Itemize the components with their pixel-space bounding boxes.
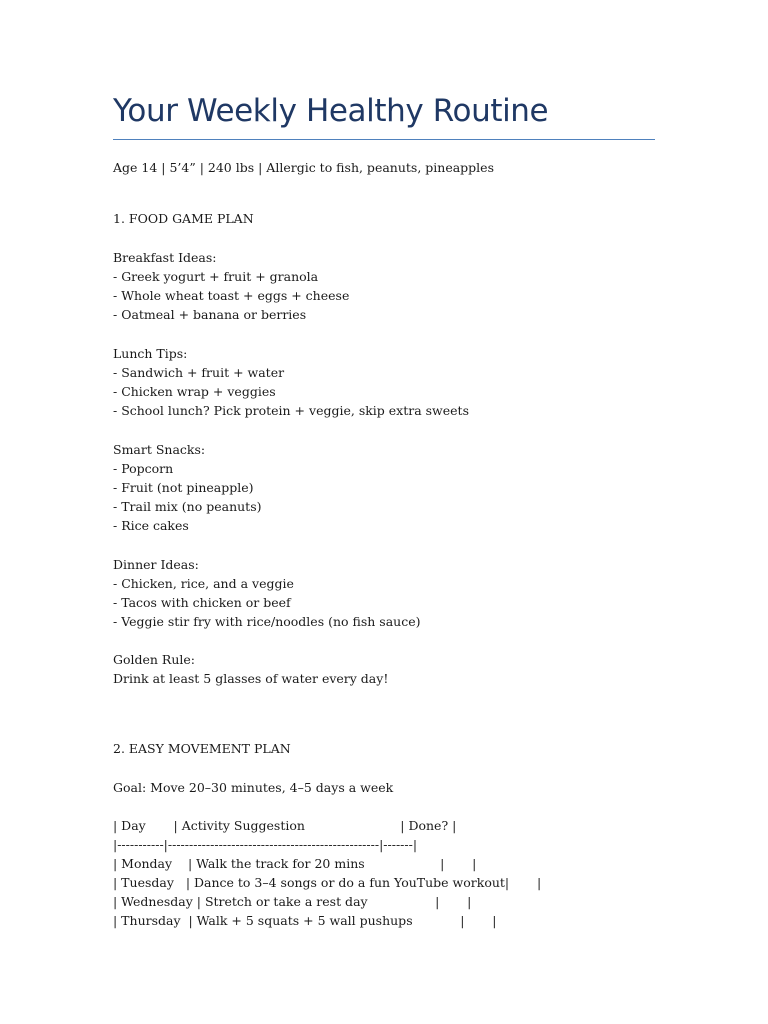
title-underline — [113, 139, 655, 140]
list-item: - Veggie stir fry with rice/noodles (no fish sauce) — [113, 614, 421, 629]
dinner-label: Dinner Ideas: — [113, 557, 199, 572]
table-row: | Wednesday | Stretch or take a rest day | | — [113, 894, 472, 909]
breakfast-label: Breakfast Ideas: — [113, 250, 217, 265]
list-item: - Chicken wrap + veggies — [113, 384, 276, 399]
list-item: - School lunch? Pick protein + veggie, skip extra sweets — [113, 403, 469, 418]
list-item: - Whole wheat toast + eggs + cheese — [113, 288, 350, 303]
table-row: | Thursday | Walk + 5 squats + 5 wall pushups | | — [113, 913, 497, 928]
movement-goal: Goal: Move 20–30 minutes, 4–5 days a week — [113, 780, 394, 795]
lunch-label: Lunch Tips: — [113, 346, 188, 361]
list-item: - Popcorn — [113, 461, 174, 476]
table-row: | Tuesday | Dance to 3–4 songs or do a fun YouTube workout| | — [113, 875, 542, 890]
list-item: - Fruit (not pineapple) — [113, 480, 254, 495]
list-item: - Rice cakes — [113, 518, 189, 533]
list-item: - Trail mix (no peanuts) — [113, 499, 262, 514]
snacks-label: Smart Snacks: — [113, 442, 206, 457]
profile-line: Age 14 | 5’4” | 240 lbs | Allergic to fish, peanuts, pineapples — [113, 160, 494, 175]
document-title: Your Weekly Healthy Routine — [113, 93, 549, 129]
table-row: | Day | Activity Suggestion | Done? | — [113, 818, 457, 833]
list-item: - Tacos with chicken or beef — [113, 595, 291, 610]
food-heading: 1. FOOD GAME PLAN — [113, 211, 254, 226]
list-item: - Oatmeal + banana or berries — [113, 307, 307, 322]
table-row: |-----------|--------------------------------------------------|-------| — [113, 837, 418, 852]
list-item: - Greek yogurt + fruit + granola — [113, 269, 319, 284]
table-row: | Monday | Walk the track for 20 mins | | — [113, 856, 477, 871]
list-item: - Chicken, rice, and a veggie — [113, 576, 294, 591]
golden-rule-label: Golden Rule: — [113, 652, 196, 667]
movement-heading: 2. EASY MOVEMENT PLAN — [113, 741, 291, 756]
list-item: - Sandwich + fruit + water — [113, 365, 285, 380]
golden-rule-text: Drink at least 5 glasses of water every day! — [113, 671, 389, 686]
